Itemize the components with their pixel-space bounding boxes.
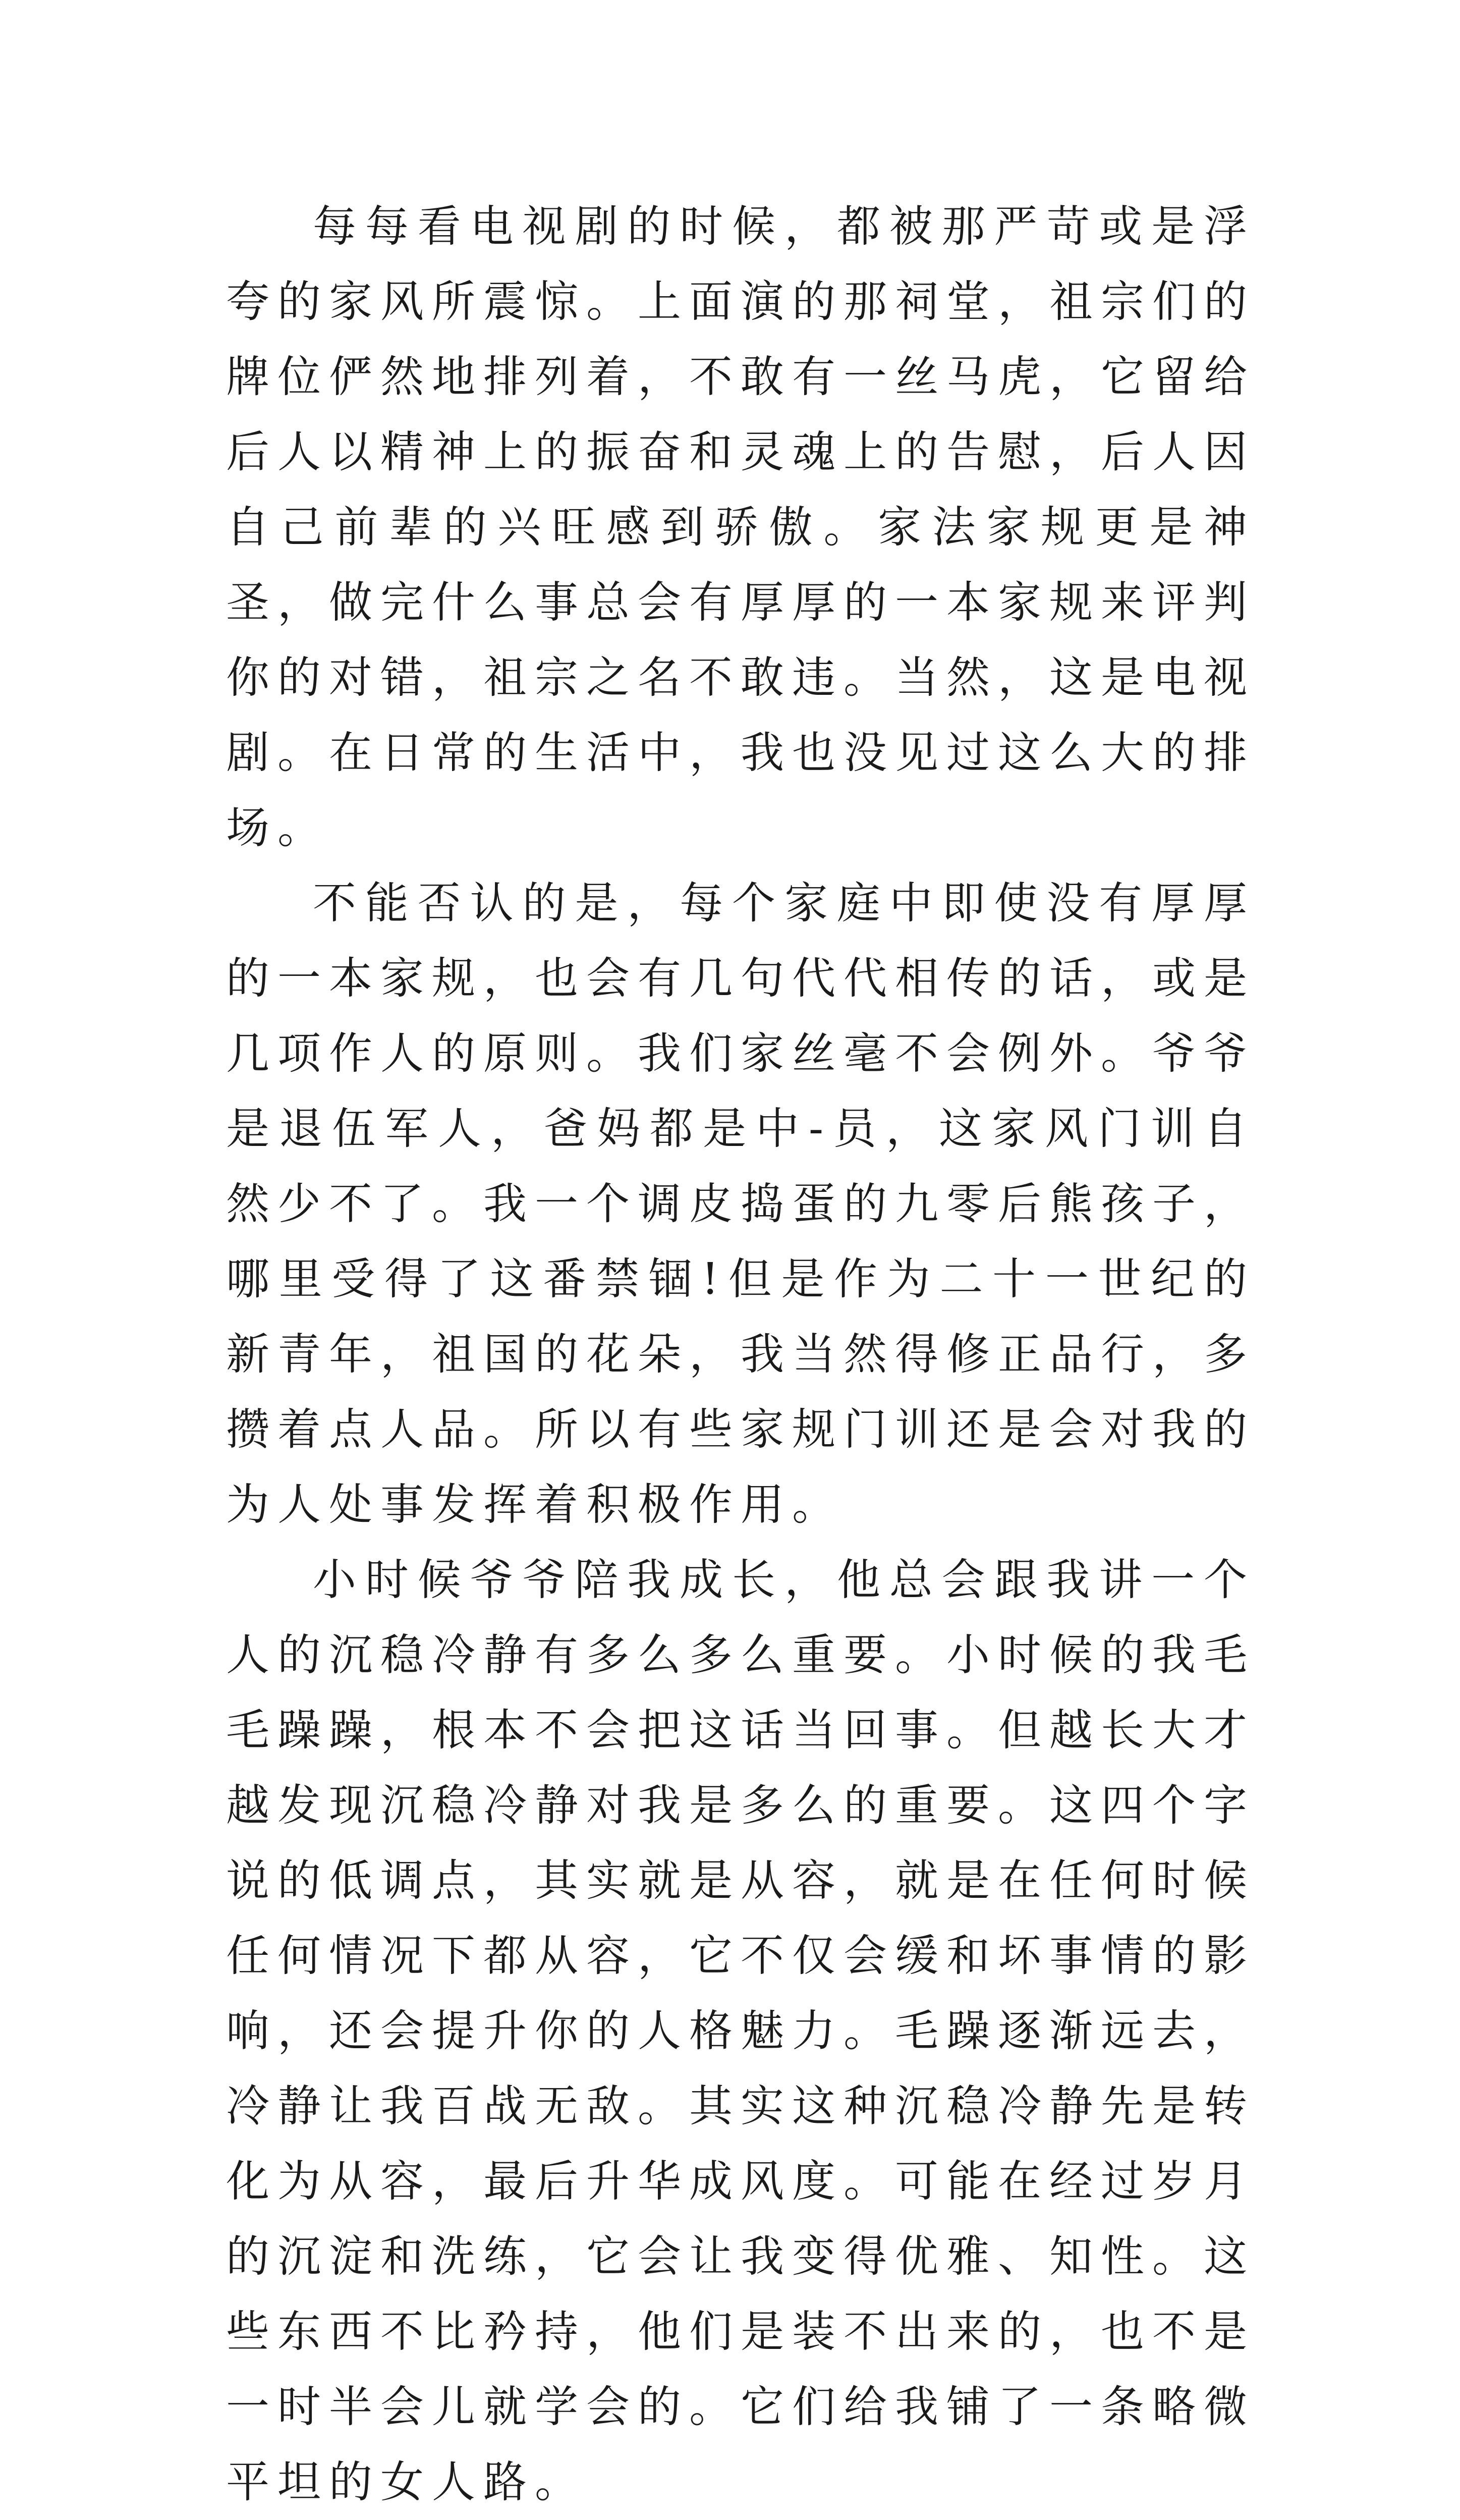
paragraph-2: 不能否认的是，每个家庭中即使没有厚厚的一本家规，也会有几句代代相传的话，或是几项作人的原则。我们家丝毫不会例外。爷爷是退伍军人，爸妈都是中-员，这家风门训自然少不了。我一个调皮捣蛋的九零后熊孩子，哪里受得了这番禁锢!但是作为二十一世纪的新青年，祖国的花朵，我当然得修正品行，多攒着点人品。所以有些家规门训还是会对我的为人处事发挥着积极作用。 — [226, 878, 1255, 1530]
paragraph-3: 小时候爷爷陪我成长，他总会跟我讲一个人的沉稳冷静有多么多么重要。小时候的我毛毛躁躁，根本不会把这话当回事。但越长大才越发现沉稳冷静对我是多么的重要。这四个字说的低调点，其实就是从容，就是在任何时候任何情况下都从容，它不仅会缓和坏事情的影响，还会提升你的人格魅力。毛躁逐渐远去，冷静让我百战无敌。其实这种沉稳冷静先是转化为从容，最后升华成风度。可能在经过岁月的沉淀和洗练，它会让我变得优雅、知性。这些东西不比矜持，他们是装不出来的，也不是一时半会儿就学会的。它们给我铺了一条略微平坦的女人路。 — [226, 1555, 1255, 2507]
document-body — [226, 189, 1255, 2520]
paragraph-1: 每每看电视剧的时候，都被那严苛或是浮夸的家风所震惊。上面演的那祠堂，祖宗们的牌位俨然地排列着，不敢有一丝马虎，它留给后人以精神上的振奋和灵魂上的告慰，后人因自己前辈的兴旺感到骄傲。家法家规更是神圣，做完什么事总会有厚厚的一本家规来评判你的对错，祖宗之名不敢违。当然，这是电视剧。在日常的生活中，我也没见过这么大的排场。 — [226, 201, 1255, 853]
